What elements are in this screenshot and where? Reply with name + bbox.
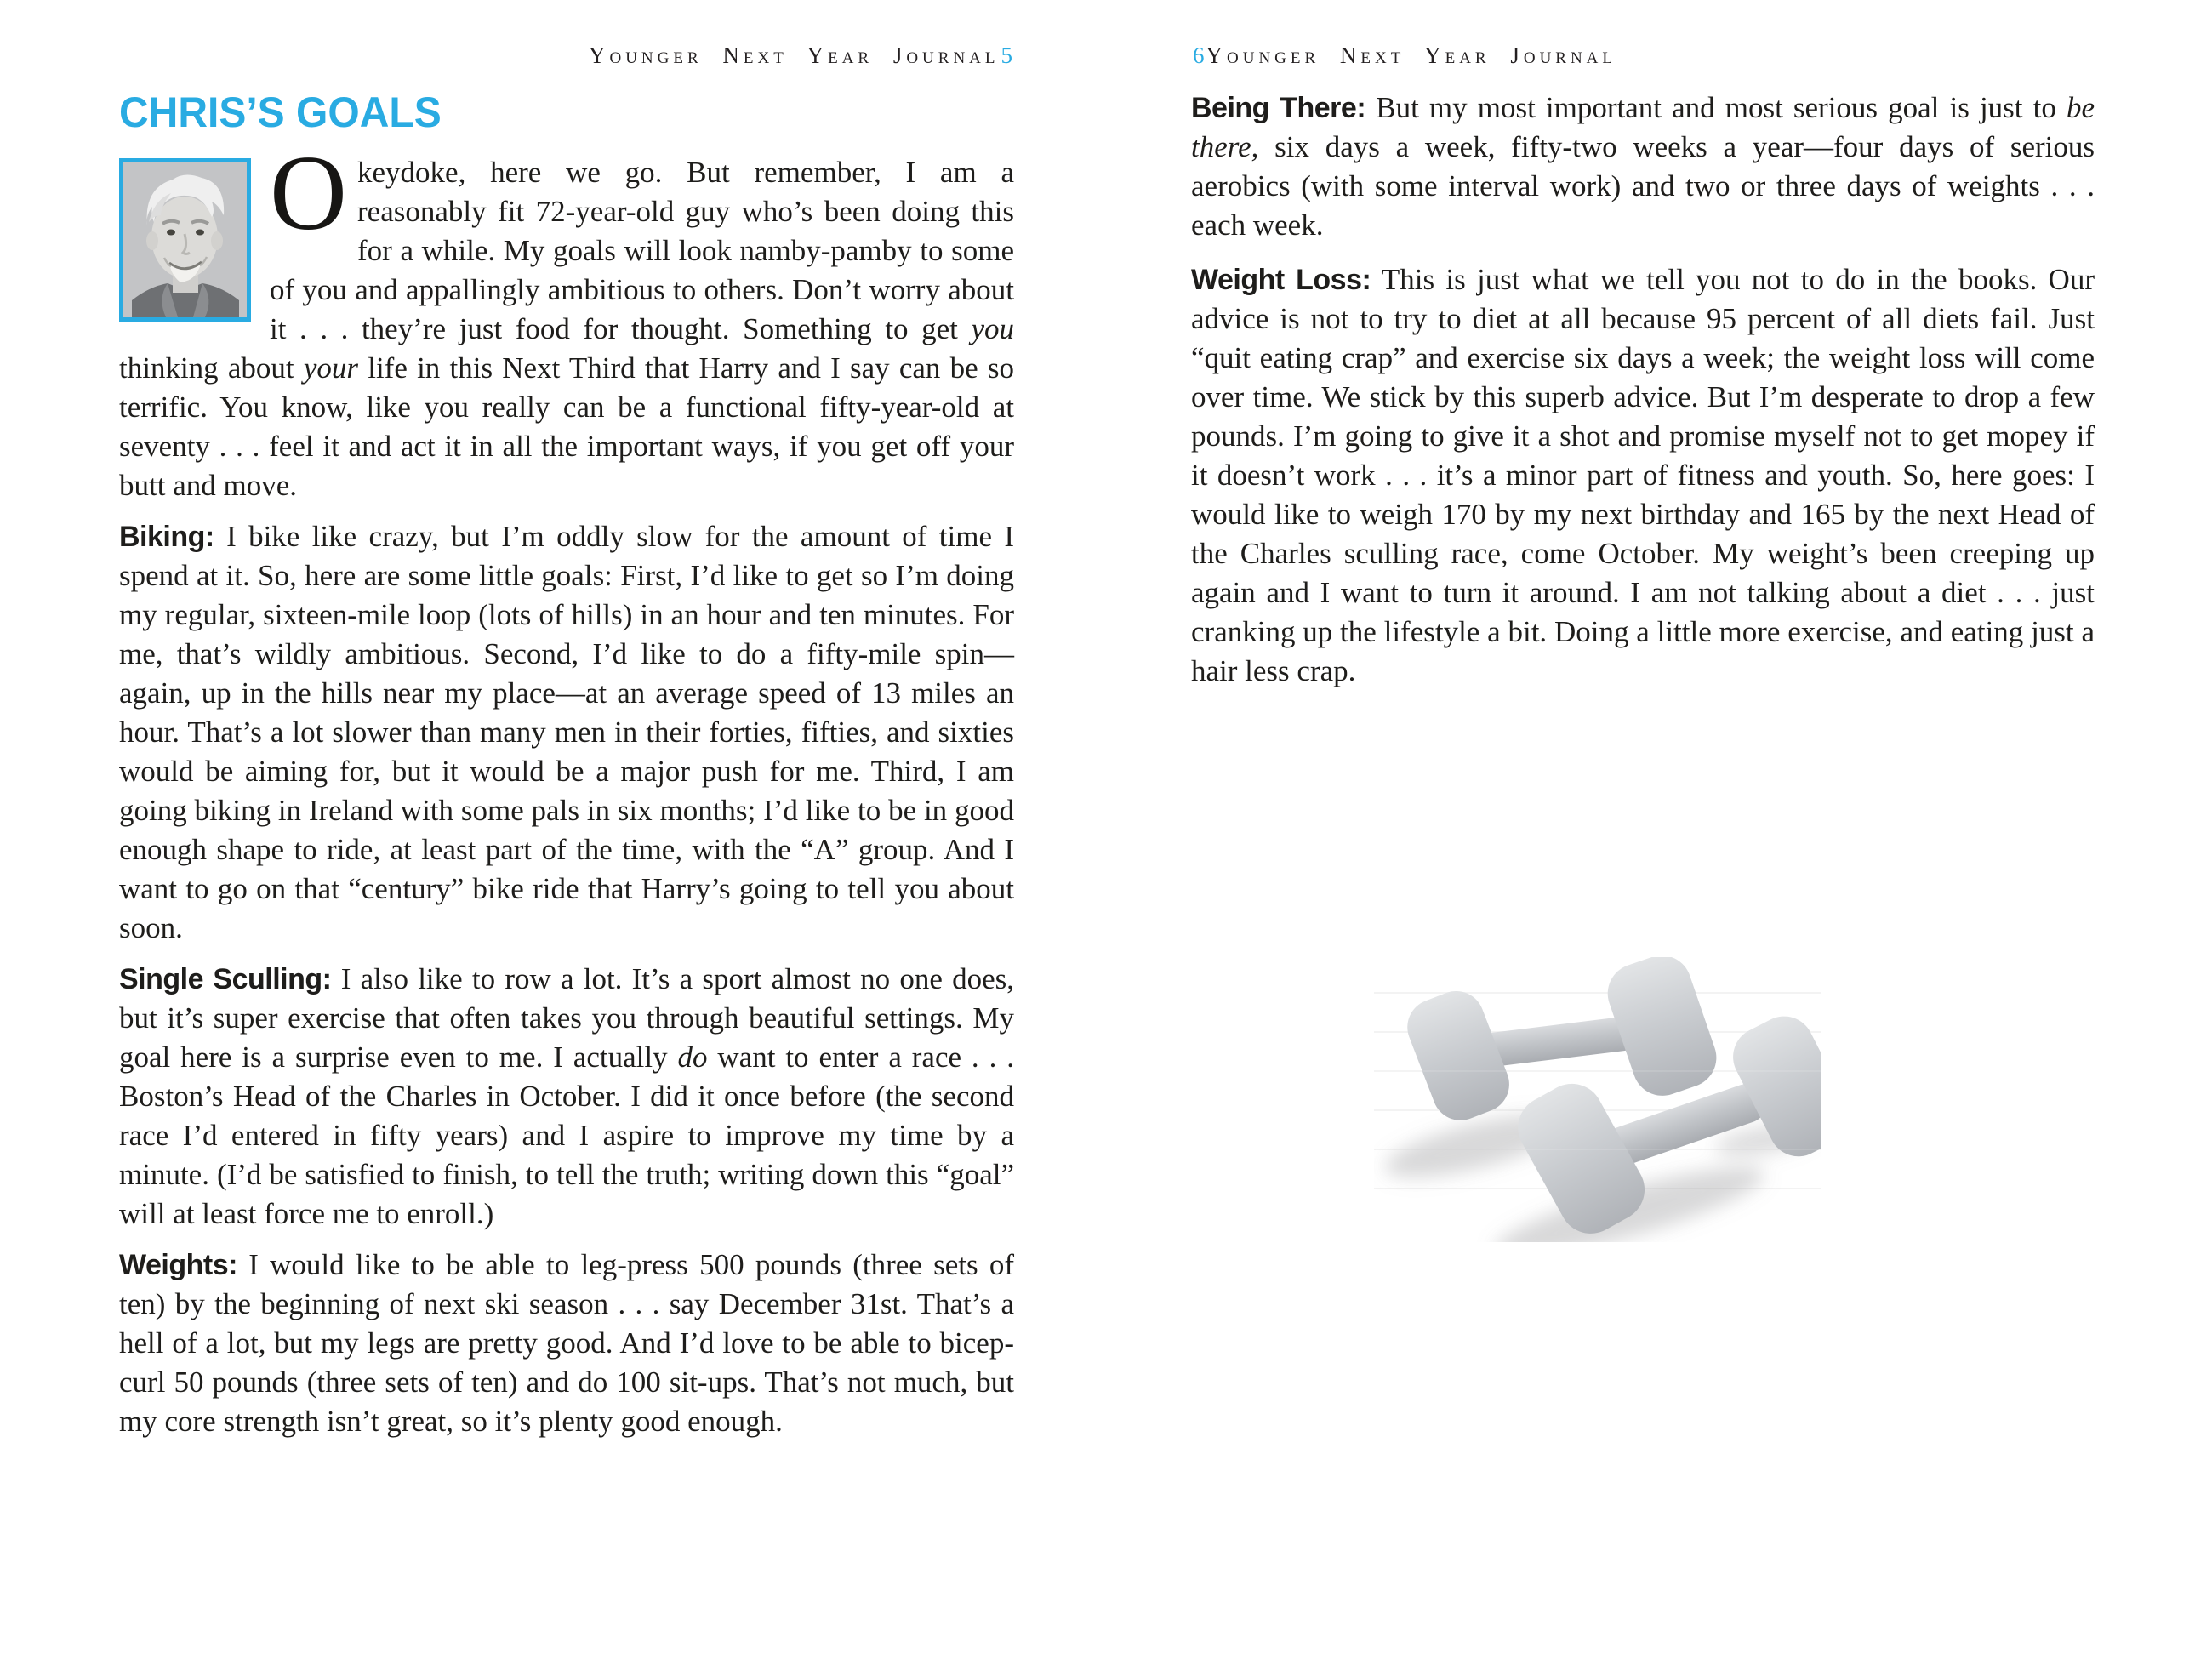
dumbbells-illustration <box>1374 957 1821 1242</box>
paragraph-weight-loss: Weight Loss: This is just what we tell you not to do in the books. Our advice is not to try to diet at all because 95 percent of all diets fail. Just “quit eating crap” and exercise six days a week; the weight loss will come over time. We stick by this superb advice. But I’m desperate to drop a few pounds. I’m going to give it a shot and promise myself not to get mopey if it doesn’t work . . . it’s a minor part of fitness and youth. So, here goes: I would like to weigh 170 by my next birthday and 165 by the next Head of the Charles sculling race, come October. My weight’s been creeping up again and I want to turn it around. I am not talking about a diet . . . just cranking up the lifestyle a bit. Doing a little more exercise, and eating just a hair less crap. <box>1191 263 2095 687</box>
paragraph-being-there: Being There: But my most important and most serious goal is just to be there, six days a week, fifty-two weeks a year—four days of serious aerobics (with some interval work) and two or three days of weights . . . each week. <box>1191 91 2095 242</box>
paragraph-weights: Weights: I would like to be able to leg-press 500 pounds (three sets of ten) by the beginning of next ski season . . . say December 31st. That’s a hell of a lot, but my legs are pretty good. And I’d love to be able to bicep-curl 50 pounds (three sets of ten) and do 100 sit-ups. That’s not much, but my core strength isn’t great, so it’s plenty good enough. <box>119 1248 1014 1438</box>
page-number-6: 6 <box>1193 43 1205 68</box>
page-left <box>119 0 1014 1441</box>
page-number-5: 5 <box>1001 43 1012 68</box>
paragraph-biking: Biking: I bike like crazy, but I’m oddly slow for the amount of time I spend at it. So, here are some little goals: First, I’d like to get so I’m doing my regular, sixteen-mile loop (lots of hills) in an hour and ten minutes. For me, that’s wildly ambitious. Second, I’d like to do a fifty-mile spin—again, up in the hills near my place—at an average speed of 13 miles an hour. That’s a lot slower than many men in their forties, fifties, and sixties would be aiming for, but it would be a major push for me. Third, I am going biking in Ireland with some pals in six months; I’d like to be in good enough shape to ride, at least part of the time, with the “A” group. And I want to go on that “century” bike ride that Harry’s going to tell you about soon. <box>119 520 1014 944</box>
running-head-left <box>119 43 1014 68</box>
dumbbells-photo <box>1374 957 1821 1242</box>
chris-portrait-photo <box>119 158 251 322</box>
page-right <box>1191 0 2095 691</box>
section-title-chris-goals: CHRIS’S GOALS <box>119 88 442 136</box>
paragraph-single-sculling: Single Sculling: I also like to row a lot. It’s a sport almost no one does, but it’s super exercise that often takes you through beautiful settings. My goal here is a surprise even to me. I actually do want to enter a race . . . Boston’s Head of the Charles in October. I did it once before (the second race I’d entered in fifty years) and I aspire to improve my time by a minute. (I’d be satisfied to finish, to tell the truth; writing down this “goal” will at least force me to enroll.) <box>119 962 1014 1230</box>
portrait-illustration <box>123 162 247 317</box>
running-head-right <box>1191 43 2095 68</box>
opening-paragraph <box>119 134 1014 505</box>
running-head-title: Younger Next Year Journal <box>1206 43 1617 68</box>
drop-cap: O <box>270 134 347 253</box>
opening-text: keydoke, here we go. But remember, I am a reasonably fit 72-year-old guy who’s been doing this for a while. My goals will look namby-pamby to some of you and appallingly ambitious to others. Don’t worry about it . . . they’re just food for thought. Something to get you thinking about your life in this Next Third that Harry and I say can be so terrific. You know, like you really can be a functional fifty-year-old at seventy . . . feel it and act it in all the important ways, if you get off your butt and move. <box>119 156 1014 502</box>
running-head-title: Younger Next Year Journal <box>588 43 1000 68</box>
